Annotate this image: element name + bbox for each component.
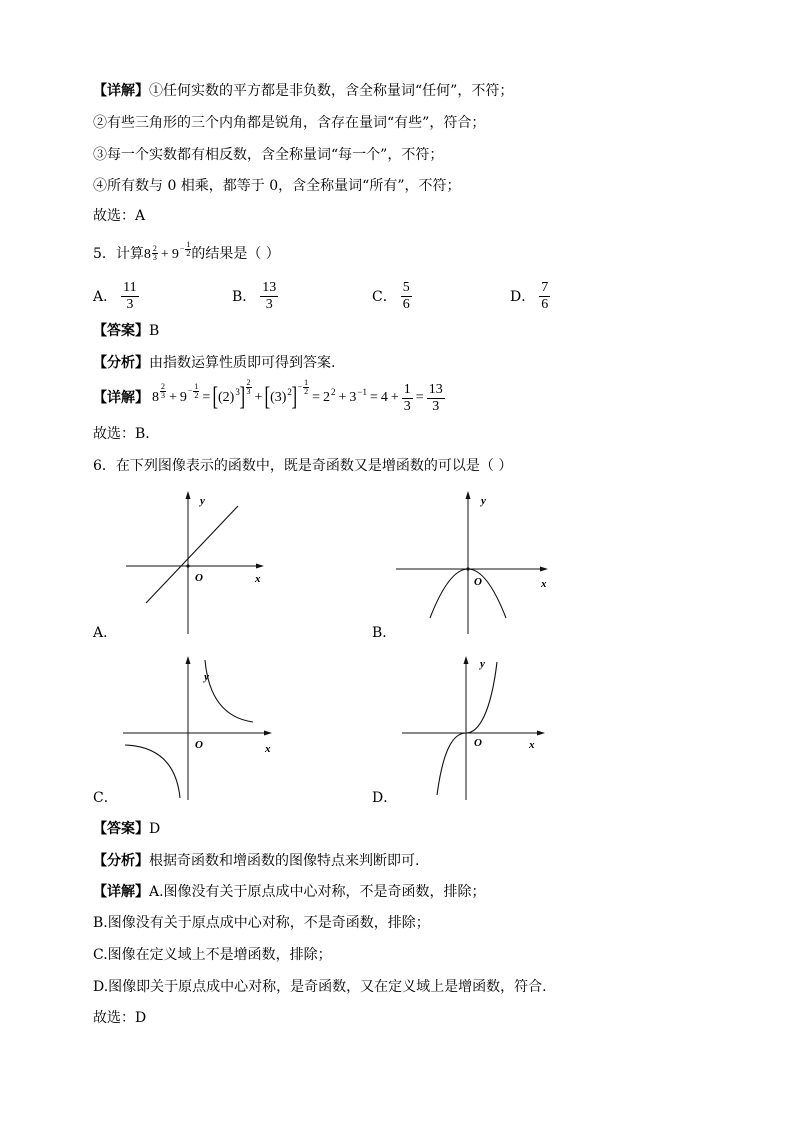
sign: − xyxy=(297,382,303,391)
exponent: 2 xyxy=(331,387,336,397)
exponent xyxy=(246,379,252,396)
graph-c xyxy=(115,652,280,804)
numerator: 13 xyxy=(428,381,443,397)
q5-answer xyxy=(93,322,159,340)
exponent-fraction xyxy=(160,383,166,400)
calc-expression xyxy=(152,377,445,415)
stem-text: 计算 xyxy=(115,246,144,262)
operator: + xyxy=(338,390,347,405)
denominator: 3 xyxy=(152,253,157,262)
analysis-tag: 【分析】 xyxy=(93,853,149,869)
numerator: 2 xyxy=(246,377,251,387)
operator: + xyxy=(254,390,263,405)
detail-text: ③每一个实数都有相反数，含全称量词“每一个”，不符； xyxy=(93,147,444,163)
stem-text: 在下列图像表示的函数中，既是奇函数又是增函数的可以是（ ） xyxy=(115,458,513,474)
question-number: 5． xyxy=(93,246,116,262)
q6-detail-line-4 xyxy=(93,978,547,996)
option-fraction xyxy=(401,280,412,313)
fraction xyxy=(402,382,413,415)
option-b xyxy=(232,279,278,313)
question-number: 6． xyxy=(93,458,116,474)
numerator: 13 xyxy=(262,279,277,295)
right-bracket: ] xyxy=(291,382,298,411)
analysis-tag: 【分析】 xyxy=(93,355,149,371)
option-label: D． xyxy=(510,289,536,305)
numerator: 1 xyxy=(304,377,309,387)
analysis-text: 由指数运算性质即可得到答案. xyxy=(149,355,336,371)
base: 8 xyxy=(143,247,151,262)
x-axis-arrow xyxy=(256,564,264,569)
denominator: 2 xyxy=(186,248,191,258)
detail-text: B.图像没有关于原点成中心对称，不是奇函数，排除； xyxy=(93,915,430,931)
analysis-text: 根据奇函数和增函数的图像特点来判断即可. xyxy=(149,853,420,869)
denominator: 6 xyxy=(541,296,549,312)
numerator: 2 xyxy=(161,381,165,391)
y-axis-arrow xyxy=(466,491,471,499)
result-fraction xyxy=(427,382,445,415)
q6-detail-line-2 xyxy=(93,914,430,932)
graph-a xyxy=(115,488,275,638)
option-fraction xyxy=(121,280,138,313)
q6-detail-line-3 xyxy=(93,946,332,964)
numerator: 1 xyxy=(403,381,411,397)
q5-detail xyxy=(93,377,445,416)
origin-label: O xyxy=(195,572,203,584)
x-axis-label: x xyxy=(529,739,535,751)
exponent xyxy=(298,379,310,396)
inner-exponent: 3 xyxy=(235,387,240,397)
numerator: 1 xyxy=(186,239,191,249)
equals: = xyxy=(415,390,424,405)
x-axis-label: x xyxy=(541,578,547,590)
denominator: 3 xyxy=(246,386,251,396)
function-curve-branch-1 xyxy=(205,660,253,722)
option-label: C． xyxy=(372,289,397,305)
detail-text: D.图像即关于原点成中心对称，是奇函数，又在定义域上是增函数，符合. xyxy=(93,979,547,995)
left-bracket: [ xyxy=(212,382,219,411)
x-axis-arrow xyxy=(264,731,272,736)
inner-exponent: 2 xyxy=(287,387,292,397)
answer-tag: 【答案】 xyxy=(93,323,149,339)
origin-dot xyxy=(186,564,189,567)
detail-tag: 【详解】 xyxy=(93,884,149,900)
denominator: 3 xyxy=(161,390,165,400)
numerator: 1 xyxy=(194,381,199,391)
base: 9 xyxy=(171,247,179,262)
operator: + xyxy=(160,247,169,262)
detail-text: ④所有数与 0 相乘，都等于 0，含全称量词“所有”，不符； xyxy=(93,178,461,194)
origin-dot xyxy=(466,567,469,570)
operator: + xyxy=(169,390,177,405)
option-fraction xyxy=(539,280,550,313)
inner: (3) xyxy=(270,390,287,405)
option-label: B． xyxy=(232,289,257,305)
answer-value: D xyxy=(149,821,161,837)
function-curve xyxy=(146,506,238,603)
origin-label: O xyxy=(195,739,203,751)
answer-tag: 【答案】 xyxy=(93,821,149,837)
option-c xyxy=(372,279,412,313)
numerator: 5 xyxy=(402,279,410,295)
denominator: 3 xyxy=(432,398,440,414)
exponent xyxy=(188,383,200,400)
x-axis-arrow xyxy=(540,567,548,572)
x-axis-label: x xyxy=(265,743,271,755)
exponent-fraction xyxy=(152,245,158,262)
x-axis-arrow xyxy=(537,731,545,736)
y-axis-label: y xyxy=(481,495,486,507)
numerator: 7 xyxy=(541,279,549,295)
exponent-fraction xyxy=(246,379,252,396)
y-axis-arrow xyxy=(186,491,191,499)
answer-value: B xyxy=(149,323,160,339)
equals: = xyxy=(202,390,211,405)
q4-choice xyxy=(93,207,145,225)
exponent-fraction xyxy=(185,241,191,258)
y-axis-arrow xyxy=(464,656,469,664)
detail-tag: 【详解】 xyxy=(93,390,149,406)
origin-label: O xyxy=(474,737,482,749)
y-axis-arrow xyxy=(186,656,191,664)
choice-text: 故选：B. xyxy=(93,426,150,442)
q6-detail-line-1 xyxy=(93,883,486,901)
operator: + xyxy=(390,390,399,405)
graph-d xyxy=(395,652,550,804)
option-fraction xyxy=(260,280,278,313)
q6-analysis xyxy=(93,852,419,870)
function-curve-branch-2 xyxy=(125,745,180,798)
y-axis-label: y xyxy=(480,658,485,670)
sign: − xyxy=(187,386,193,395)
denominator: 2 xyxy=(304,386,309,396)
exponent xyxy=(180,241,192,258)
q5-analysis xyxy=(93,354,335,372)
denominator: 3 xyxy=(126,296,134,312)
equals: = xyxy=(369,390,378,405)
denominator: 2 xyxy=(194,390,199,400)
graph-c-label: C． xyxy=(93,790,118,806)
q6-stem xyxy=(93,457,512,475)
q6-choice xyxy=(93,1009,146,1027)
left-bracket: [ xyxy=(264,382,271,411)
option-d xyxy=(510,279,550,313)
q5-choice xyxy=(93,425,150,443)
q6-answer xyxy=(93,820,160,838)
exponent-fraction xyxy=(193,383,199,400)
graph-a-label: A． xyxy=(93,625,118,641)
detail-text: C.图像在定义域上不是增函数，排除； xyxy=(93,947,332,963)
stem-text: 的结果是（ ） xyxy=(191,246,280,262)
denominator: 6 xyxy=(402,296,410,312)
exponent xyxy=(160,383,166,400)
x-axis-label: x xyxy=(255,573,261,585)
right-bracket: ] xyxy=(239,382,245,411)
denominator: 3 xyxy=(403,398,411,414)
equals: = xyxy=(312,390,320,405)
graph-b xyxy=(390,488,560,638)
base: 2 xyxy=(323,390,330,405)
denominator: 3 xyxy=(265,296,273,312)
option-label: A． xyxy=(93,289,118,305)
graph-d-label: D． xyxy=(372,790,398,806)
q4-detail-line-2 xyxy=(93,114,485,132)
sign: − xyxy=(179,244,185,253)
choice-text: 故选：A xyxy=(93,208,146,224)
detail-tag: 【详解】 xyxy=(93,83,149,99)
number: 4 xyxy=(380,390,388,405)
choice-text: 故选：D xyxy=(93,1010,147,1026)
base: 9 xyxy=(179,390,187,405)
option-a xyxy=(93,279,139,313)
numerator: 2 xyxy=(152,244,157,253)
base: 8 xyxy=(152,390,159,405)
q4-detail-line-4 xyxy=(93,177,460,195)
inner: (2) xyxy=(218,390,235,405)
q5-expression xyxy=(143,239,191,262)
q4-detail-line-3 xyxy=(93,146,443,164)
function-curve xyxy=(437,662,497,795)
exponent: −1 xyxy=(357,387,367,397)
q4-detail-line-1 xyxy=(93,82,513,100)
detail-text: ①任何实数的平方都是非负数，含全称量词“任何”，不符； xyxy=(149,83,514,99)
origin-label: O xyxy=(474,576,482,588)
detail-text: ②有些三角形的三个内角都是锐角，含存在量词“有些”，符合； xyxy=(93,115,486,131)
base: 3 xyxy=(349,390,357,405)
exponent-fraction xyxy=(303,379,309,396)
detail-text: A.图像没有关于原点成中心对称，不是奇函数，排除； xyxy=(149,884,486,900)
graph-b-label: B． xyxy=(372,625,397,641)
numerator: 11 xyxy=(123,279,137,295)
y-axis-label: y xyxy=(200,495,205,507)
y-axis-label: y xyxy=(204,671,209,683)
q5-stem xyxy=(93,239,280,269)
exponent xyxy=(152,245,158,262)
